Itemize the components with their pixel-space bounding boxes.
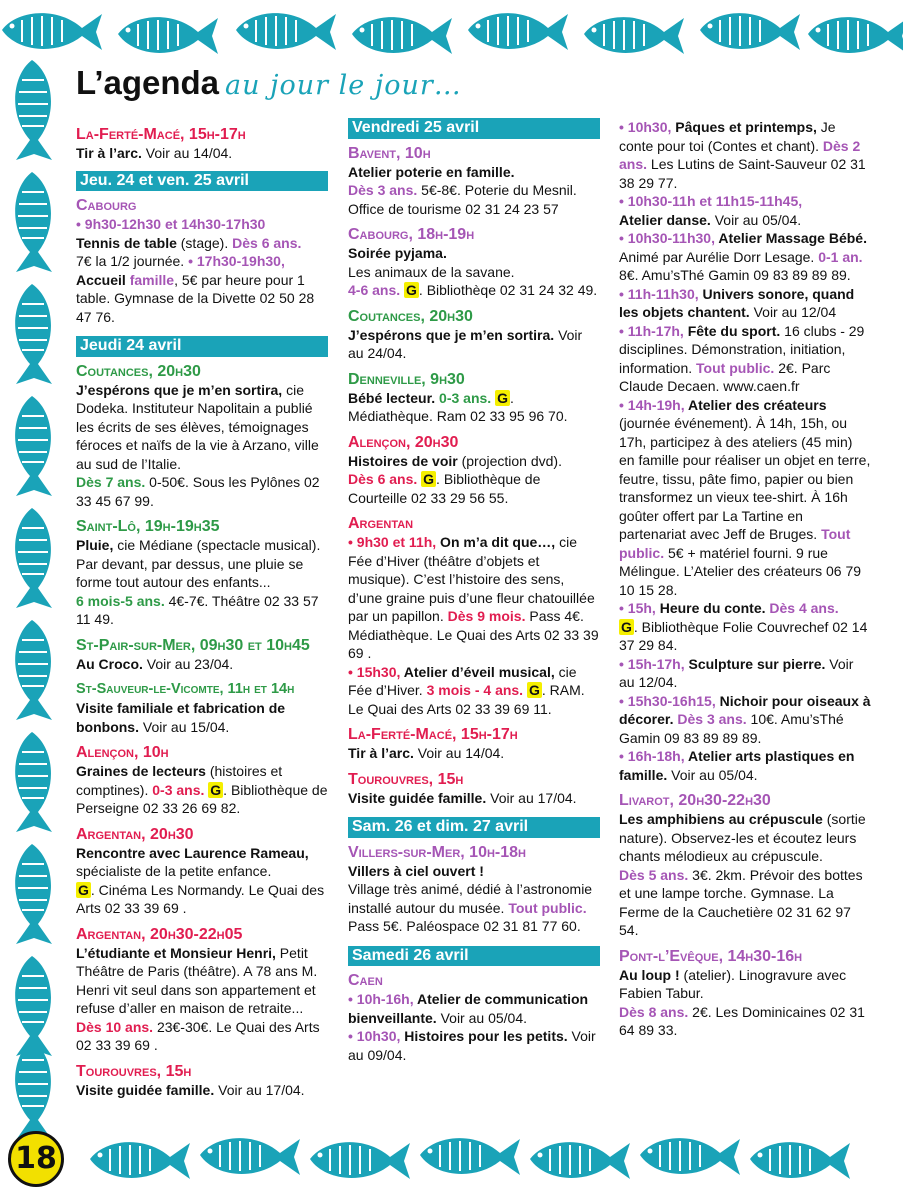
event-item: • 10h30, Pâques et printemps, Je conte pour toi (Contes et chant). Dès 2 ans. Les Lutins de Saint-Sauveur 02 31 38 29 77. xyxy=(619,119,866,191)
event-city: Alençon, 20h30 xyxy=(348,433,459,451)
title-script: au jour le jour… xyxy=(225,70,462,101)
event-city: Cabourg xyxy=(76,197,137,214)
event-city: Tourouvres, 15h xyxy=(348,770,464,788)
free-entry-icon: G xyxy=(406,282,417,298)
event-item: • 15h, Heure du conte. Dès 4 ans. G . Bibliothèque Folie Couvrechef 02 14 37 29 84. xyxy=(619,600,868,653)
event-city: Caen xyxy=(348,972,383,989)
event-city: Livarot, 20h30-22h30 xyxy=(619,792,771,809)
event-text: • 10h-16h, Atelier de communication bienveillante. Voir au 05/04. • 10h30, Histoires pour les petits. Voir au 09/04. xyxy=(348,991,596,1063)
event-city: St-Sauveur-le-Vicomte, 11h et 14h xyxy=(76,681,295,697)
event-text: Soirée pyjama. Les animaux de la savane. 4-6 ans. G . Bibliothèqe 02 31 24 32 49. xyxy=(348,245,598,298)
event-text: J’espérons que je m’en sortira. Voir au 24/04. xyxy=(348,326,583,361)
event-city: St-Pair-sur-Mer, 09h30 et 10h45 xyxy=(76,636,310,654)
event-item: • 11h-17h, Fête du sport. 16 clubs - 29 disciplines. Démonstration, initiation, information. Tout public. 2€. Parc Claude Decaen. www.caen.fr xyxy=(619,322,865,394)
event-text: Atelier poterie en famille. Dès 3 ans. 5€-8€. Poterie du Mesnil. Office de tourisme 02 31 24 23 57 xyxy=(348,163,577,217)
event-text: Graines de lecteurs (histoires et comptines). 0-3 ans. G . Bibliothèque de Perseigne 02 33 26 69 82. xyxy=(76,763,328,816)
free-entry-icon: G xyxy=(497,389,508,406)
event-city: La-Ferté-Macé, 15h-17h xyxy=(348,726,518,743)
event-text: Tir à l’arc. Voir au 14/04. xyxy=(348,745,505,761)
event-text: Les amphibiens au crépuscule (sortie nature). Observez-les et écoutez leurs chants mélodieux au crépuscule. Dès 5 ans. 3€. 2km. Prévoir des bottes et une lampe torche. Gymnase. La Ferme de la Cauchetière 02 31 62 97 54. xyxy=(619,811,866,938)
event-city: Pont-l’Evêque, 14h30-16h xyxy=(619,947,803,965)
event-text: Au Croco. Voir au 23/04. xyxy=(76,655,234,672)
fish-border-bottom xyxy=(90,1127,903,1189)
event-city: Coutances, 20h30 xyxy=(76,362,201,380)
date-header: Sam. 26 et dim. 27 avril xyxy=(348,817,600,838)
date-header: Jeudi 24 avril xyxy=(76,336,328,357)
fish-border-left xyxy=(0,60,66,1140)
event-city: Coutances, 20h30 xyxy=(348,307,473,325)
event-text: • 9h30 et 11h, On m’a dit que…, cie Fée d’Hiver (théâtre d’objets et musique). C’est l’histoire des sens, d’une graine puis d’une fleur chatouillée par un papillon. Dès 9 mois. Pass 4€. Médiathèque. Le Quai des Arts 02 33 39 69 . • 15h30, Atelier d’éveil musical, cie Fée d’Hiver. 3 mois - 4 ans. G . RAM. Le Quai des Arts 02 33 39 69 11. xyxy=(348,534,599,717)
column-3 xyxy=(619,118,871,1040)
event-city: Argentan, 20h30-22h05 xyxy=(76,925,243,943)
event-city: Bavent, 10h xyxy=(348,144,431,162)
title-main: L’agenda xyxy=(76,64,220,101)
event-city: Saint-Lô, 19h-19h35 xyxy=(76,518,220,535)
column-1 xyxy=(76,118,328,1099)
event-city: Villers-sur-Mer, 10h-18h xyxy=(348,843,526,861)
page-number: 18 xyxy=(8,1131,64,1187)
free-entry-icon: G xyxy=(423,471,435,487)
page-title xyxy=(76,64,462,110)
event-item: • 10h30-11h30, Atelier Massage Bébé. Animé par Aurélie Dorr Lesage. 0-1 an. 8€. Amu’sThé Gamin 09 83 89 89 89. xyxy=(619,230,867,283)
free-entry-icon: G xyxy=(528,682,540,698)
event-city: Cabourg, 18h-19h xyxy=(348,226,475,243)
event-city: Tourouvres, 15h xyxy=(76,1062,192,1080)
date-header: Jeu. 24 et ven. 25 avril xyxy=(76,171,328,192)
event-text: Pluie, cie Médiane (spectacle musical). Par devant, par dessus, une pluie se forme tout autour des enfants... 6 mois-5 ans. 4€-7€. Théâtre 02 33 57 11 49. xyxy=(76,537,321,627)
fish-border-top xyxy=(0,0,903,66)
free-entry-icon: G xyxy=(210,781,222,798)
event-text: Villers à ciel ouvert ! Village très animé, dédié à l’astronomie installé autour du musée. Tout public. Pass 5€. Paléospace 02 31 81 77 60. xyxy=(348,862,593,934)
event-item: • 15h30-16h15, Nichoir pour oiseaux à décorer. Dès 3 ans. 10€. Amu’sThé Gamin 09 83 89 89 89. xyxy=(619,692,871,746)
event-text: Bébé lecteur. 0-3 ans. G . Médiathèque. Ram 02 33 95 96 70. xyxy=(348,389,568,424)
event-text: Au loup ! (atelier). Linogravure avec Fabien Tabur. Dès 8 ans. 2€. Les Dominicaines 02 31 64 89 33. xyxy=(619,966,865,1038)
event-text: Tir à l’arc. Voir au 14/04. xyxy=(76,145,233,161)
date-header: Samedi 26 avril xyxy=(348,946,600,967)
event-item: • 15h-17h, Sculpture sur pierre. Voir au 12/04. xyxy=(619,655,854,690)
event-city: Argentan, 20h30 xyxy=(76,825,194,843)
event-item: • 16h-18h, Atelier arts plastiques en famille. Voir au 05/04. xyxy=(619,748,855,783)
event-item: • 14h-19h, Atelier des créateurs (journée événement). À 14h, 15h, ou 17h, participez à des ateliers (45 min) en famille pour réaliser un objet en terre, feutre, tissu, pâte fimo, papier ou bien transformez un vieux tee-shirt. À 16h goûter offert par La Tartine en partenariat avec Jeff de Bruges. Tout public. 5€ + matériel fourni. 9 rue Mélingue. L’Atelier des créateurs 06 79 10 15 28. xyxy=(619,396,871,598)
event-text: Rencontre avec Laurence Rameau, spécialiste de la petite enfance. G . Cinéma Les Normandy. Le Quai des Arts 02 33 39 69 . xyxy=(76,844,325,916)
event-city: La-Ferté-Macé, 15h-17h xyxy=(76,126,246,143)
date-header: Vendredi 25 avril xyxy=(348,118,600,139)
column-2 xyxy=(348,118,600,1064)
event-city: Denneville, 9h30 xyxy=(348,370,465,388)
event-text: • 9h30-12h30 et 14h30-17h30 Tennis de table (stage). Dès 6 ans. 7€ la 1/2 journée. • 17h30-19h30, Accueil famille, 5€ par heure pour 1 table. Gymnase de la Divette 02 50 28 47 76. xyxy=(76,216,315,325)
event-city: Alençon, 10h xyxy=(76,744,169,761)
event-text: Visite guidée famille. Voir au 17/04. xyxy=(76,1081,305,1098)
event-text: Visite familiale et fabrication de bonbons. Voir au 15/04. xyxy=(76,700,286,735)
free-entry-icon: G xyxy=(621,618,632,635)
event-city: Argentan xyxy=(348,515,414,532)
event-item: • 10h30-11h et 11h15-11h45, Atelier danse. Voir au 05/04. xyxy=(619,193,803,228)
event-item: • 11h-11h30, Univers sonore, quand les objets chantent. Voir au 12/04 xyxy=(619,285,855,320)
event-text: L’étudiante et Monsieur Henri, Petit Théâtre de Paris (théâtre). A 78 ans M. Henri vit seul dans son appartement et refuse d’aller en maison de retraite... Dès 10 ans. 23€-30€. Le Quai des Arts 02 33 39 69 . xyxy=(76,944,320,1053)
free-entry-icon: G xyxy=(78,881,89,898)
event-text: Visite guidée famille. Voir au 17/04. xyxy=(348,789,577,806)
event-text: J’espérons que je m’en sortira, cie Dodeka. Instituteur Napolitain a publié les écrits de ses élèves, témoignages féroces et naïfs de la vie à Arzano, ville au sud de l’Italie. Dès 7 ans. 0-50€. Sous les Pylônes 02 33 45 67 99. xyxy=(76,381,320,509)
event-text: Histoires de voir (projection dvd). Dès 6 ans. G . Bibliothèque de Courteille 02 33 29 56 55. xyxy=(348,452,562,506)
